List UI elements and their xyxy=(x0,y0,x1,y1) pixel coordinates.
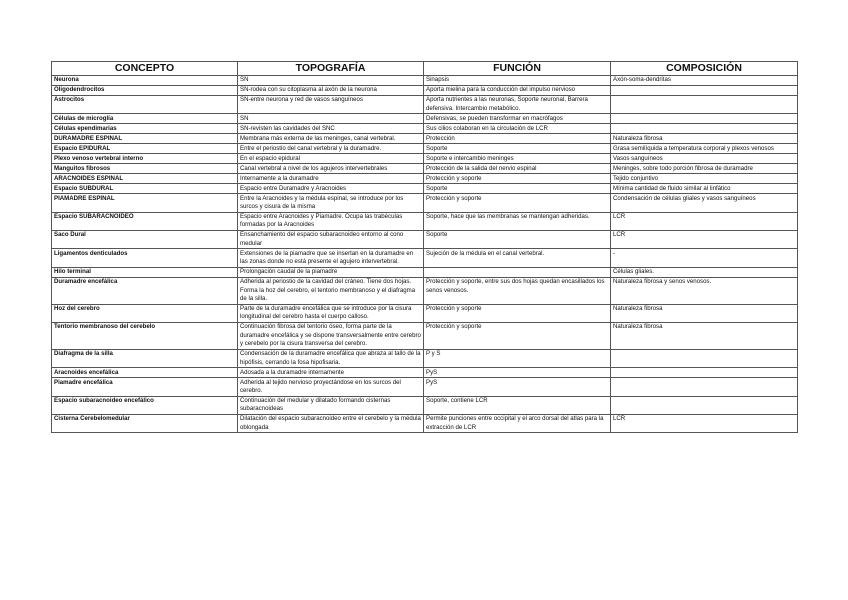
cell-topografia: Adherida al tejido nervioso proyectándose en los surcos del cerebro. xyxy=(238,378,424,396)
cell-topografia: Prolongación caudal de la piamadre xyxy=(238,267,424,277)
cell-concepto: Plexo venoso vertebral interno xyxy=(52,154,238,164)
cell-funcion: Protección y soporte xyxy=(424,304,611,322)
cell-topografia: Ensanchamiento del espacio subaracnoideo entorno al cono medular xyxy=(238,231,424,249)
cell-composicion: - xyxy=(611,249,798,267)
cell-funcion: PyS xyxy=(424,378,611,396)
table-row xyxy=(52,194,798,212)
table-row xyxy=(52,76,798,86)
cell-concepto: Duramadre encefálica xyxy=(52,277,238,304)
cell-funcion: Soporte, hace que las membranas se mantengan adheridas. xyxy=(424,212,611,230)
cell-funcion xyxy=(424,267,611,277)
header-concepto: CONCEPTO xyxy=(52,62,238,76)
table-row xyxy=(52,124,798,134)
table-row xyxy=(52,95,798,113)
cell-concepto: Astrocitos xyxy=(52,95,238,113)
cell-composicion xyxy=(611,349,798,367)
cell-composicion: LCR xyxy=(611,231,798,249)
cell-composicion: Mínima cantidad de fluido similar al linfático xyxy=(611,184,798,194)
table-row xyxy=(52,85,798,95)
cell-topografia: SN-revisten las cavidades del SNC xyxy=(238,124,424,134)
cell-concepto: Espacio EPIDURAL xyxy=(52,144,238,154)
table-row xyxy=(52,114,798,124)
table-row xyxy=(52,212,798,230)
cell-funcion: Aporta mielina para la conducción del impulso nervioso xyxy=(424,85,611,95)
cell-concepto: Cisterna Cerebelomedular xyxy=(52,414,238,432)
header-composicion: COMPOSICIÓN xyxy=(611,62,798,76)
cell-concepto: Tentorio membranoso del cerebelo xyxy=(52,322,238,349)
cell-concepto: Espacio subaracnoideo encefálico xyxy=(52,396,238,414)
table-row xyxy=(52,277,798,304)
cell-concepto: Diafragma de la silla xyxy=(52,349,238,367)
cell-composicion xyxy=(611,95,798,113)
cell-topografia: Canal vertebral a nivel de los agujeros intervertebrales xyxy=(238,164,424,174)
cell-funcion: Sus cilios colaboran en la circulación de LCR xyxy=(424,124,611,134)
table-header-row xyxy=(52,62,798,76)
cell-concepto: Manguitos fibrosos xyxy=(52,164,238,174)
table-row xyxy=(52,249,798,267)
cell-composicion: LCR xyxy=(611,212,798,230)
table-row xyxy=(52,184,798,194)
cell-concepto: PIAMADRE ESPINAL xyxy=(52,194,238,212)
cell-concepto: Espacio SUBDURAL xyxy=(52,184,238,194)
cell-topografia: Entre la Aracnoides y la médula espinal, se introduce por los surcos y cisura de la misma xyxy=(238,194,424,212)
table-row xyxy=(52,134,798,144)
cell-funcion: Sinapsis xyxy=(424,76,611,86)
cell-topografia: Internamente a la duramadre xyxy=(238,174,424,184)
cell-concepto: Saco Dural xyxy=(52,231,238,249)
cell-funcion: Protección y soporte xyxy=(424,194,611,212)
cell-concepto: ARACNOIDES ESPINAL xyxy=(52,174,238,184)
table-row xyxy=(52,378,798,396)
table-row xyxy=(52,396,798,414)
table-row xyxy=(52,304,798,322)
cell-funcion: Permite punciones entre occipital y el arco dorsal del atlas para la extracción de LCR xyxy=(424,414,611,432)
cell-funcion: Soporte xyxy=(424,184,611,194)
header-funcion: FUNCIÓN xyxy=(424,62,611,76)
cell-composicion: Tejido conjuntivo xyxy=(611,174,798,184)
cell-composicion xyxy=(611,124,798,134)
cell-funcion: Protección y soporte xyxy=(424,174,611,184)
table-row xyxy=(52,164,798,174)
table-row xyxy=(52,144,798,154)
table-row xyxy=(52,231,798,249)
cell-funcion: Soporte xyxy=(424,231,611,249)
table-row xyxy=(52,368,798,378)
meninges-table xyxy=(51,61,798,433)
cell-funcion: Protección de la salida del nervio espinal xyxy=(424,164,611,174)
cell-funcion: PyS xyxy=(424,368,611,378)
table-row xyxy=(52,349,798,367)
cell-funcion: Protección xyxy=(424,134,611,144)
cell-composicion: Naturaleza fibrosa y senos venosos. xyxy=(611,277,798,304)
cell-concepto: Células ependimarias xyxy=(52,124,238,134)
table-row xyxy=(52,174,798,184)
cell-composicion: Naturaleza fibrosa xyxy=(611,322,798,349)
cell-composicion: Células gliales. xyxy=(611,267,798,277)
cell-topografia: Condensación de la duramadre encefálica que abraza al tallo de la hipófisis, cerrando la fosa hipofisaria. xyxy=(238,349,424,367)
cell-concepto: Ligamentos denticulados xyxy=(52,249,238,267)
cell-concepto: Piamadre encefálica xyxy=(52,378,238,396)
cell-topografia: Continuación fibrosa del tentorio óseo, forma parte de la duramadre encefálica y se dispone transversalmente entre cerebro y cerebelo por la cisura transversa del cerebro. xyxy=(238,322,424,349)
cell-topografia: Espacio entre Duramadre y Aracnoides xyxy=(238,184,424,194)
cell-composicion: Axón-soma-dendritas xyxy=(611,76,798,86)
cell-concepto: Neurona xyxy=(52,76,238,86)
table-row xyxy=(52,322,798,349)
cell-topografia: Parte de la duramadre encefálica que se introduce por la cisura longitudinal del cerebro hasta el cuerpo calloso. xyxy=(238,304,424,322)
cell-composicion xyxy=(611,378,798,396)
cell-concepto: Oligodendrocitos xyxy=(52,85,238,95)
cell-composicion: Naturaleza fibrosa xyxy=(611,134,798,144)
cell-funcion: P y S xyxy=(424,349,611,367)
cell-composicion xyxy=(611,85,798,95)
cell-funcion: Sujeción de la médula en el canal vertebral. xyxy=(424,249,611,267)
cell-topografia: SN-rodea con su citoplasma al axón de la neurona xyxy=(238,85,424,95)
cell-composicion: Condensación de células gliales y vasos sanguíneos xyxy=(611,194,798,212)
cell-topografia: Espacio entre Aracnoides y Piamadre. Ocupa las trabéculas formadas por la Aracnoides xyxy=(238,212,424,230)
cell-composicion: Naturaleza fibrosa xyxy=(611,304,798,322)
cell-concepto: Hilo terminal xyxy=(52,267,238,277)
cell-composicion: LCR xyxy=(611,414,798,432)
cell-topografia: Adosada a la duramadre internamente xyxy=(238,368,424,378)
cell-topografia: Entre el periostio del canal vertebral y la duramadre. xyxy=(238,144,424,154)
cell-concepto: DURAMADRE ESPINAL xyxy=(52,134,238,144)
cell-funcion: Protección y soporte, entre sus dos hojas quedan encasillados los senos venosos. xyxy=(424,277,611,304)
header-topografia: TOPOGRAFÍA xyxy=(238,62,424,76)
cell-topografia: SN-entre neurona y red de vasos sanguíneos xyxy=(238,95,424,113)
cell-funcion: Soporte, contiene LCR xyxy=(424,396,611,414)
cell-funcion: Defensivas, se pueden transformar en macrófagos xyxy=(424,114,611,124)
cell-topografia: Continuación del medular y dilatado formando cisternas subaracnoideas xyxy=(238,396,424,414)
cell-composicion: Vasos sanguíneos xyxy=(611,154,798,164)
cell-funcion: Soporte e intercambio meninges xyxy=(424,154,611,164)
cell-funcion: Aporta nutrientes a las neuronas, Soporte neuronal, Barrera defensiva. Intercambio metabólico. xyxy=(424,95,611,113)
cell-funcion: Protección y soporte xyxy=(424,322,611,349)
table-body xyxy=(52,76,798,433)
cell-topografia: Adherida al periostio de la cavidad del cráneo. Tiene dos hojas. Forma la hoz del cerebro, el tentorio membranoso y el diafragma de la silla. xyxy=(238,277,424,304)
cell-topografia: Membrana más externa de las meninges, canal vertebral. xyxy=(238,134,424,144)
cell-topografia: Extensiones de la piamadre que se insertan en la duramadre en las zonas donde no está presente el agujero intervertebral. xyxy=(238,249,424,267)
table-row xyxy=(52,154,798,164)
cell-concepto: Hoz del cerebro xyxy=(52,304,238,322)
cell-topografia: Dilatación del espacio subaracnoideo entre el cerebelo y la médula oblongada xyxy=(238,414,424,432)
table-row xyxy=(52,414,798,432)
cell-composicion xyxy=(611,114,798,124)
cell-composicion xyxy=(611,368,798,378)
cell-topografia: En el espacio epidural xyxy=(238,154,424,164)
table-row xyxy=(52,267,798,277)
cell-funcion: Soporte xyxy=(424,144,611,154)
cell-topografia: SN xyxy=(238,114,424,124)
cell-composicion: Grasa semilíquida a temperatura corporal y plexos venosos xyxy=(611,144,798,154)
cell-composicion: Meninges, sobre todo porción fibrosa de duramadre xyxy=(611,164,798,174)
cell-topografia: SN xyxy=(238,76,424,86)
cell-concepto: Aracnoides encefálica xyxy=(52,368,238,378)
cell-concepto: Espacio SUBARACNOIDEO xyxy=(52,212,238,230)
cell-composicion xyxy=(611,396,798,414)
cell-concepto: Células de microglía xyxy=(52,114,238,124)
